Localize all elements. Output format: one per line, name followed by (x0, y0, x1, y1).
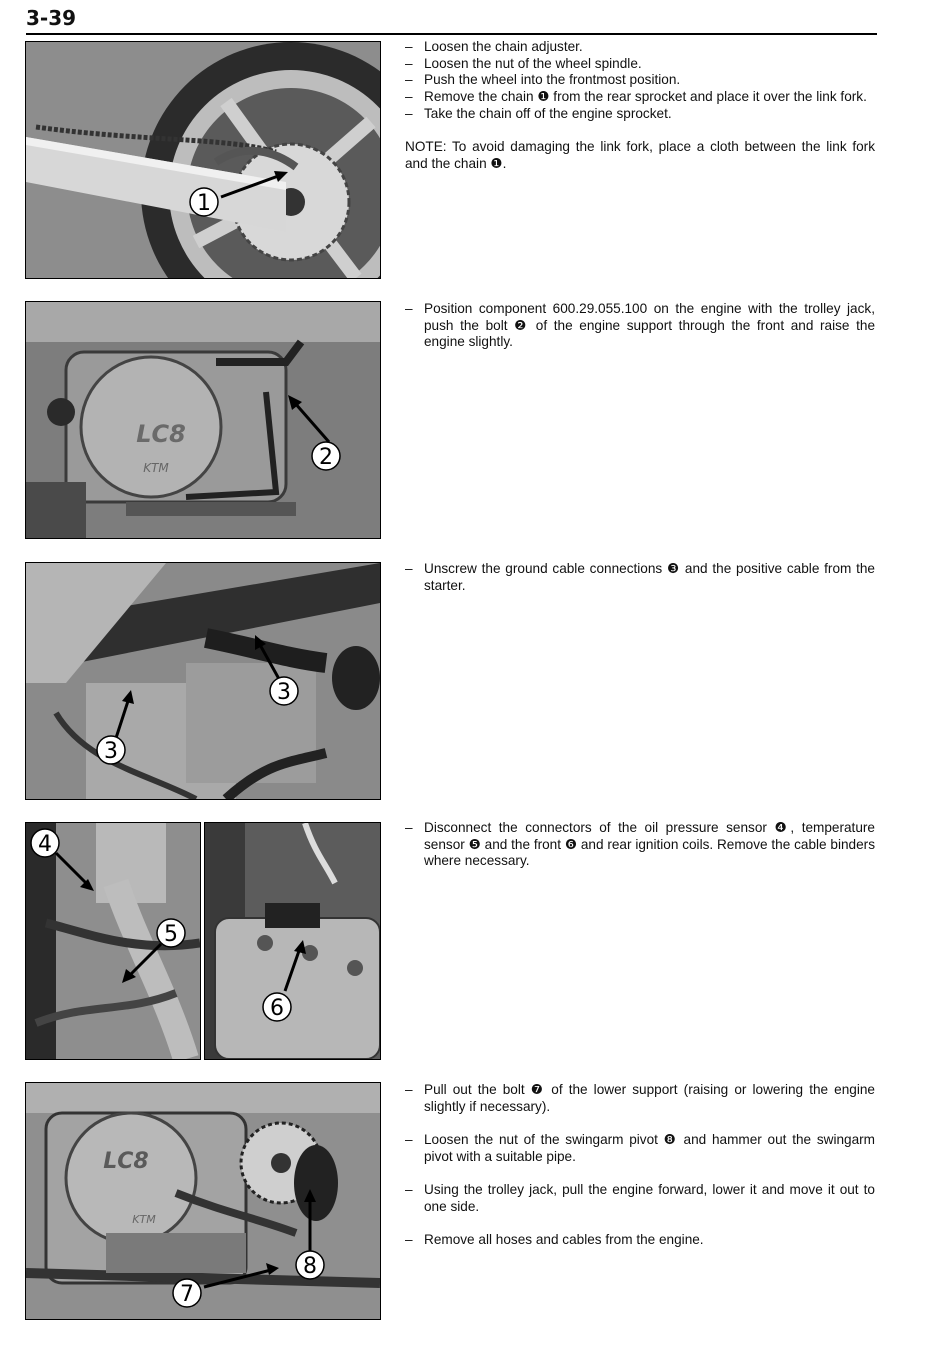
bullet-dash: – (405, 820, 413, 835)
step-text: Pull out the bolt ❼ of the lower support (raising or lowering the engine slightly if necessary). (424, 1082, 875, 1114)
section-1-text (405, 39, 875, 173)
engine-cover-brand: KTM (143, 461, 169, 475)
photo-rear-wheel-chain (25, 41, 381, 279)
step-item (405, 301, 875, 351)
step-item (405, 1132, 875, 1165)
step-item (405, 561, 875, 594)
engine-cover-logo: LC8 (136, 420, 186, 448)
callout-8: 8 (303, 1254, 317, 1279)
section-5-text (405, 1082, 875, 1249)
note-text: NOTE: To avoid damaging the link fork, place a cloth between the link fork and the chain ❶. (405, 139, 875, 171)
bullet-dash: – (405, 1082, 413, 1097)
bullet-dash: – (405, 105, 413, 121)
step-text: Position component 600.29.055.100 on the engine with the trolley jack, push the bolt ❷ of the engine support through the front and raise the engine slightly. (424, 301, 875, 350)
engine-cover-brand: KTM (132, 1213, 156, 1226)
step-item (405, 39, 875, 56)
bullet-dash: – (405, 1232, 413, 1248)
bullet-dash: – (405, 89, 413, 105)
callout-4: 4 (38, 832, 52, 857)
engine-cover-logo: LC8 (103, 1149, 149, 1174)
bullet-dash: – (405, 72, 413, 88)
bullet-dash: – (405, 561, 413, 576)
step-text: Loosen the nut of the wheel spindle. (424, 55, 642, 71)
step-item (405, 106, 875, 123)
photo-engine-support (25, 301, 381, 539)
bullet-dash: – (405, 1132, 413, 1148)
callout-6: 6 (270, 996, 284, 1021)
callout-1: 1 (197, 191, 211, 216)
section-3-text (405, 561, 875, 594)
bullet-dash: – (405, 301, 413, 316)
step-item (405, 56, 875, 73)
step-text: Take the chain off of the engine sprocket. (424, 105, 672, 121)
photo-sensors-left (25, 822, 201, 1060)
step-text: Unscrew the ground cable connections ❸ and the positive cable from the starter. (424, 561, 875, 593)
step-text: Loosen the chain adjuster. (424, 39, 583, 54)
step-item (405, 820, 875, 870)
photo-swingarm-pivot (25, 1082, 381, 1320)
callout-2: 2 (319, 445, 333, 470)
page-number: 3-39 (26, 6, 77, 30)
step-item (405, 89, 875, 106)
step-text: Push the wheel into the frontmost position. (424, 72, 681, 88)
bullet-dash: – (405, 39, 413, 54)
section-2-text (405, 301, 875, 351)
bullet-dash: – (405, 55, 413, 71)
callout-3-right: 3 (277, 680, 291, 705)
header-rule (26, 33, 877, 35)
callout-5: 5 (164, 922, 178, 947)
bullet-dash: – (405, 1182, 413, 1198)
step-item (405, 1232, 875, 1249)
step-text: Remove the chain ❶ from the rear sprocket and place it over the link fork. (424, 89, 867, 105)
step-text: Loosen the nut of the swingarm pivot ❽ and hammer out the swingarm pivot with a suitable pipe. (424, 1132, 875, 1164)
step-item (405, 72, 875, 89)
callout-3-left: 3 (104, 739, 118, 764)
step-item (405, 1182, 875, 1215)
step-text: Disconnect the connectors of the oil pressure sensor ❹, temperature sensor ❺ and the front ❻ and rear ignition coils. Remove the cable binders where necessary. (424, 820, 875, 869)
section-4-text (405, 820, 875, 870)
step-text: Remove all hoses and cables from the engine. (424, 1232, 704, 1248)
step-item (405, 1082, 875, 1115)
callout-7: 7 (180, 1282, 194, 1307)
photo-sensors-right (204, 822, 381, 1060)
photo-ground-cables (25, 562, 381, 800)
step-text: Using the trolley jack, pull the engine forward, lower it and move it out to one side. (424, 1182, 875, 1214)
